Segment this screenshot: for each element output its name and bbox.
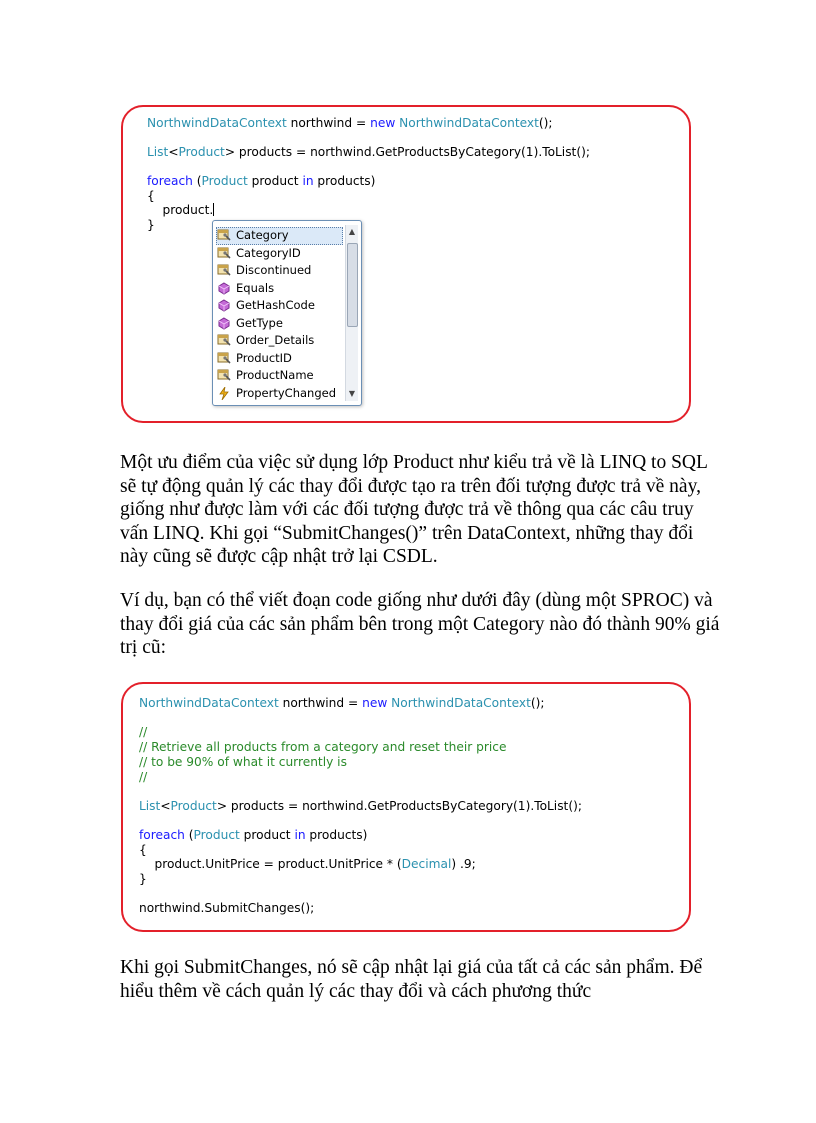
code-snippet-update-price [121, 682, 691, 932]
paragraph-example-intro [120, 589, 720, 660]
intellisense-item[interactable] [216, 227, 343, 245]
intellisense-item[interactable] [217, 297, 343, 315]
property-icon [217, 264, 231, 277]
code-line-open-brace: { [147, 189, 155, 203]
intellisense-item-label: Category [236, 228, 289, 242]
code-line-close-brace: } [139, 872, 147, 886]
intellisense-item-label: GetType [236, 315, 283, 330]
intellisense-item[interactable] [217, 280, 343, 298]
property-icon [217, 369, 231, 382]
paragraph-linq-advantage [120, 451, 708, 569]
code-line-foreach: foreach (Product product in products) [139, 828, 368, 842]
paragraph-line: giống như được làm với các đối tượng được trả về thông qua các câu truy [120, 499, 694, 520]
paragraph-line: trị cũ: [120, 637, 167, 658]
paragraph-line: hiểu thêm về cách quản lý các thay đổi và cách phương thức [120, 980, 592, 1002]
intellisense-item-label: Order_Details [236, 333, 315, 347]
intellisense-item-label: CategoryID [236, 245, 301, 260]
intellisense-scrollbar[interactable] [345, 225, 358, 401]
paragraph-line: Ví dụ, bạn có thể viết đoạn code giống như dưới đây (dùng một SPROC) và [120, 590, 713, 611]
intellisense-popup[interactable] [212, 220, 362, 406]
method-icon [217, 299, 231, 312]
code-line-products-list: List<Product> products = northwind.GetProductsByCategory(1).ToList(); [139, 799, 582, 813]
code-line-product-member: product. [147, 203, 214, 217]
intellisense-item-label: ProductName [236, 368, 314, 382]
method-icon [217, 282, 231, 295]
property-icon [217, 352, 231, 365]
paragraph-line: sẽ tự động quản lý các thay đổi được tạo ra trên đối tượng được trả về này, [120, 475, 701, 497]
intellisense-item[interactable] [217, 350, 343, 368]
intellisense-list[interactable] [217, 227, 343, 402]
intellisense-item-label: PropertyChanged [236, 385, 336, 400]
code-comment: // Retrieve all products from a category and reset their price [139, 740, 507, 754]
intellisense-item[interactable] [217, 332, 343, 350]
code-line-datacontext: NorthwindDataContext northwind = new NorthwindDataContext(); [147, 116, 553, 130]
paragraph-line: này cũng sẽ được cập nhật trở lại CSDL. [120, 546, 438, 567]
code-line-close-brace: } [147, 218, 155, 232]
property-icon [217, 247, 231, 260]
code-comment: // to be 90% of what it currently is [139, 755, 347, 769]
paragraph-line: Khi gọi SubmitChanges, nó sẽ cập nhật lại giá của tất cả các sản phẩm. Để [120, 957, 703, 978]
code-line-datacontext: NorthwindDataContext northwind = new NorthwindDataContext(); [139, 696, 545, 710]
code-line-foreach: foreach (Product product in products) [147, 174, 376, 188]
intellisense-item-label: ProductID [236, 350, 292, 365]
paragraph-line: Một ưu điểm của việc sử dụng lớp Product như kiểu trả về là LINQ to SQL [120, 452, 708, 473]
code-line-open-brace: { [139, 843, 147, 857]
paragraph-submitchanges [120, 956, 703, 1003]
intellisense-item[interactable] [217, 245, 343, 263]
intellisense-item-label: GetHashCode [236, 298, 315, 312]
code-line-products-list: List<Product> products = northwind.GetProductsByCategory(1).ToList(); [147, 145, 590, 159]
property-icon [217, 229, 231, 242]
scroll-up-icon[interactable]: ▲ [348, 227, 356, 236]
intellisense-item[interactable] [217, 262, 343, 280]
intellisense-item[interactable] [217, 385, 343, 403]
code-comment: // [139, 725, 148, 739]
text-caret [213, 203, 214, 216]
paragraph-line: thay đổi giá của các sản phẩm bên trong một Category nào đó thành 90% giá [120, 613, 720, 635]
code-snippet-intellisense [121, 105, 691, 423]
code-line-submitchanges: northwind.SubmitChanges(); [139, 901, 315, 915]
method-icon [217, 317, 231, 330]
intellisense-item[interactable] [217, 315, 343, 333]
intellisense-item-label: Discontinued [236, 263, 312, 277]
property-icon [217, 334, 231, 347]
scrollbar-thumb[interactable] [347, 243, 358, 327]
intellisense-item[interactable] [217, 367, 343, 385]
scroll-down-icon[interactable]: ▼ [348, 389, 356, 398]
code-line-unitprice: product.UnitPrice = product.UnitPrice * (Decimal) .9; [139, 857, 476, 871]
paragraph-line: vấn LINQ. Khi gọi “SubmitChanges()” trên DataContext, những thay đổi [120, 522, 694, 544]
event-icon [217, 387, 231, 400]
code-comment: // [139, 770, 148, 784]
intellisense-item-label: Equals [236, 280, 275, 295]
